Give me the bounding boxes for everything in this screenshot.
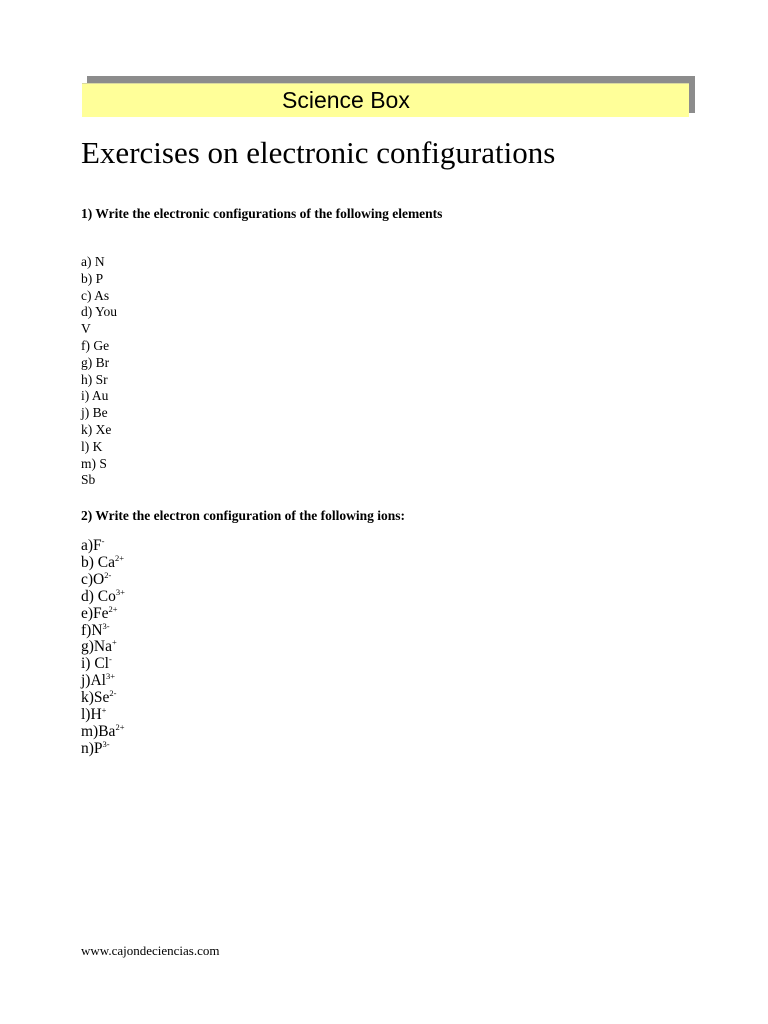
list-item: h) Sr xyxy=(81,371,108,387)
page-title: Exercises on electronic configurations xyxy=(81,135,556,170)
list-item xyxy=(81,620,125,640)
list-item xyxy=(81,656,125,673)
list-item: V xyxy=(81,321,91,337)
list-item: d) You xyxy=(81,304,118,320)
list-item xyxy=(81,586,125,606)
list-item xyxy=(81,673,125,690)
list-item: j) Be xyxy=(81,405,108,421)
list-item: l) K xyxy=(81,438,103,454)
banner-title: Science Box xyxy=(282,87,410,113)
ion-label: a)F xyxy=(81,537,102,554)
ion-charge: 3- xyxy=(102,738,110,749)
ion-label: c)O xyxy=(81,570,105,588)
ion-label: g)Na xyxy=(81,638,112,656)
question-2-heading: 2) Write the electron configuration of the following ions: xyxy=(81,508,405,523)
header-banner xyxy=(82,83,689,117)
ion-charge: 2- xyxy=(109,688,117,699)
list-item: b) P xyxy=(81,270,104,286)
ion-label: b) Ca xyxy=(81,553,116,571)
ion-label: i) Cl xyxy=(81,655,109,673)
ion-label: l)H xyxy=(81,706,102,724)
list-item: Sb xyxy=(81,472,96,488)
ion-charge: - xyxy=(101,536,105,546)
list-item: g) Br xyxy=(81,354,110,370)
ion-charge: 3- xyxy=(102,620,110,631)
ion-charge: 2+ xyxy=(115,721,125,732)
ion-charge: + xyxy=(101,705,107,716)
list-item: a) N xyxy=(81,254,105,269)
ion-charge: 2+ xyxy=(108,603,118,614)
ion-label: m)Ba xyxy=(81,722,116,740)
ion-charge: 2- xyxy=(104,569,112,580)
element-list xyxy=(81,254,117,489)
ion-label: e)Fe xyxy=(81,604,109,622)
list-item xyxy=(81,552,125,572)
ion-charge: - xyxy=(109,654,112,665)
list-item: k) Xe xyxy=(81,421,112,437)
ion-charge: 3+ xyxy=(105,671,116,682)
footer-url[interactable]: www.cajondeciencias.com xyxy=(81,943,220,958)
ion-label: n)P xyxy=(81,739,103,757)
ion-label: j)Al xyxy=(81,672,106,690)
list-item: f) Ge xyxy=(81,337,110,353)
ion-charge: 2+ xyxy=(115,552,125,563)
question-1-heading: 1) Write the electronic configurations of the following elements xyxy=(81,206,443,221)
ion-charge: + xyxy=(112,637,117,648)
list-item xyxy=(81,639,125,656)
list-item: c) As xyxy=(81,287,110,303)
ion-charge: 3+ xyxy=(115,586,125,597)
ion-label: f)N xyxy=(81,621,103,639)
ion-list xyxy=(81,538,125,758)
list-item: m) S xyxy=(81,455,107,471)
list-item xyxy=(81,738,125,758)
ion-label: k)Se xyxy=(81,689,110,707)
ion-label: d) Co xyxy=(81,587,116,605)
list-item: i) Au xyxy=(81,388,109,404)
